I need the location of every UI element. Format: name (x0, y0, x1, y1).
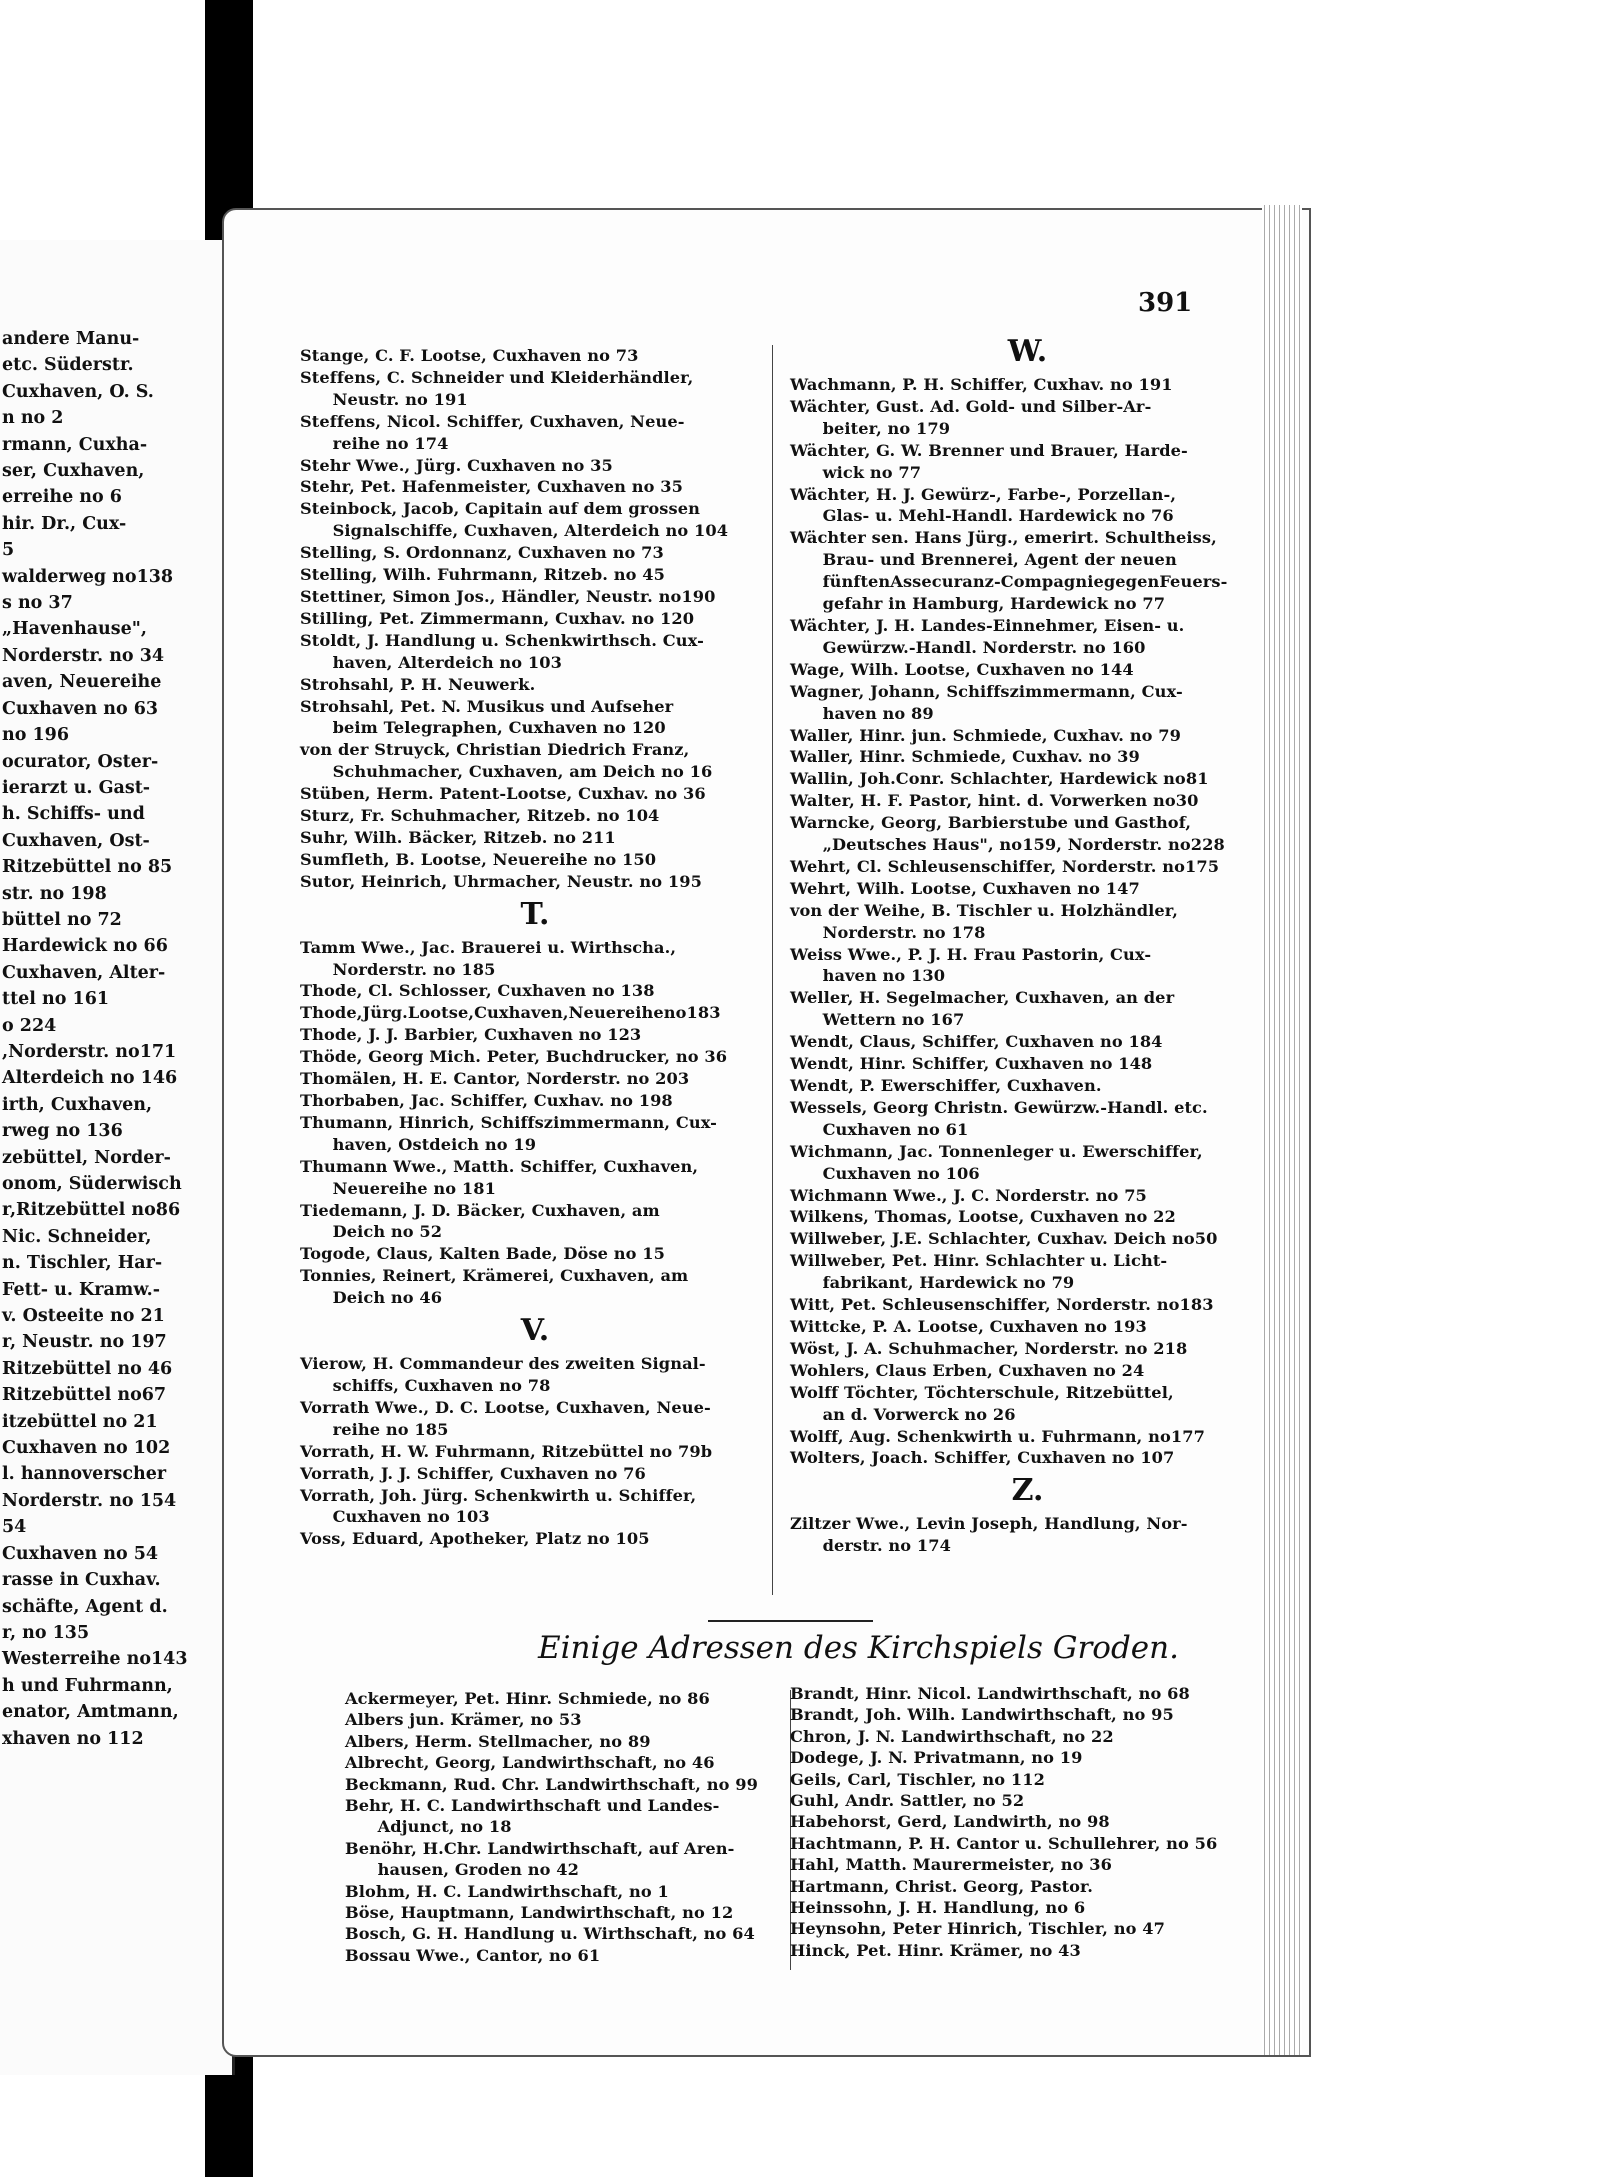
entry-line: Thode,Jürg.Lootse,Cuxhaven,Neuereiheno183 (300, 1003, 721, 1023)
entry-line: Stüben, Herm. Patent-Lootse, Cuxhav. no 36 (300, 784, 706, 804)
groden-entry-line: Geils, Carl, Tischler, no 112 (790, 1769, 1046, 1789)
entry-line: Vorrath, Joh. Jürg. Schenkwirth u. Schiffer, (300, 1485, 697, 1505)
groden-entry-line: Adjunct, no 18 (345, 1817, 512, 1837)
entry-line: Wächter, H. J. Gewürz-, Farbe-, Porzellan-, (790, 484, 1177, 504)
left-page-line: hir. Dr., Cux- (2, 513, 127, 534)
left-page-line: schäfte, Agent d. (2, 1596, 168, 1617)
groden-entry-line: Albers jun. Krämer, no 53 (345, 1710, 582, 1730)
left-page-line: aven, Neuereihe (2, 672, 162, 693)
left-page-line: Norderstr. no 34 (2, 645, 165, 666)
groden-entries-right (790, 1683, 1250, 1961)
left-page-line: Cuxhaven no 63 (2, 698, 159, 719)
entry-line: von der Weihe, B. Tischler u. Holzhändler, (790, 900, 1178, 920)
page-number: 391 (1138, 288, 1193, 318)
entry-line: Wichmann Wwe., J. C. Norderstr. no 75 (790, 1185, 1147, 1205)
column-right (790, 330, 1265, 1557)
left-page-line: andere Manu- (2, 329, 140, 349)
entry-line: Thomälen, H. E. Cantor, Norderstr. no 203 (300, 1069, 690, 1089)
left-page-line: h und Fuhrmann, (2, 1675, 173, 1696)
left-page-line: enator, Amtmann, (2, 1702, 179, 1723)
entry-line: Wilkens, Thomas, Lootse, Cuxhaven no 22 (790, 1207, 1176, 1227)
entry-line: Willweber, J.E. Schlachter, Cuxhav. Deich no50 (790, 1229, 1218, 1249)
entry-line: haven, Ostdeich no 19 (300, 1134, 537, 1154)
entry-line: Wendt, Hinr. Schiffer, Cuxhaven no 148 (790, 1054, 1153, 1074)
groden-entry-line: Heinssohn, J. H. Handlung, no 6 (790, 1898, 1086, 1918)
groden-entry-line: Behr, H. C. Landwirthschaft und Landes- (345, 1796, 720, 1816)
left-page-line: 54 (2, 1517, 27, 1538)
entry-line: Signalschiffe, Cuxhaven, Alterdeich no 104 (300, 521, 729, 541)
entry-line: Schuhmacher, Cuxhaven, am Deich no 16 (300, 762, 713, 782)
left-page-line: l. hannoverscher (2, 1464, 167, 1485)
groden-entry-line: Beckmann, Rud. Chr. Landwirthschaft, no 99 (345, 1774, 758, 1794)
entry-line: Steffens, Nicol. Schiffer, Cuxhaven, Neue- (300, 411, 685, 431)
entries-t (300, 937, 770, 1309)
entry-line: Stelling, Wilh. Fuhrmann, Ritzeb. no 45 (300, 565, 665, 585)
left-page-line: Ritzebüttel no67 (2, 1385, 167, 1406)
entry-line: Stange, C. F. Lootse, Cuxhaven no 73 (300, 346, 639, 365)
entry-line: schiffs, Cuxhaven no 78 (300, 1375, 551, 1395)
left-page-line: Cuxhaven, O. S. (2, 381, 154, 402)
entry-line: Thumann Wwe., Matth. Schiffer, Cuxhaven, (300, 1156, 699, 1176)
entry-line: Togode, Claus, Kalten Bade, Döse no 15 (300, 1244, 666, 1264)
entry-line: Wage, Wilh. Lootse, Cuxhaven no 144 (790, 659, 1134, 679)
entry-line: Thode, Cl. Schlosser, Cuxhaven no 138 (300, 981, 655, 1001)
left-page-line: Nic. Schneider, (2, 1226, 152, 1247)
left-page-line: Norderstr. no 154 (2, 1490, 177, 1511)
entry-line: Witt, Pet. Schleusenschiffer, Norderstr. no183 (790, 1295, 1214, 1315)
letter-heading-z: Z. (1011, 1473, 1044, 1509)
entry-line: haven no 130 (790, 966, 946, 986)
left-page-line: v. Osteeite no 21 (2, 1306, 165, 1327)
left-page-line: irth, Cuxhaven, (2, 1094, 153, 1115)
left-page-line: r,Ritzebüttel no86 (2, 1200, 181, 1221)
entry-line: Wächter, Gust. Ad. Gold- und Silber-Ar- (790, 396, 1152, 416)
entry-line: Wohlers, Claus Erben, Cuxhaven no 24 (790, 1360, 1145, 1380)
left-page-line: n no 2 (2, 408, 64, 429)
entry-line: Wendt, Claus, Schiffer, Cuxhaven no 184 (790, 1032, 1163, 1052)
entry-line: Wettern no 167 (790, 1010, 965, 1030)
left-page-line: str. no 198 (2, 883, 107, 904)
entry-line: Waller, Hinr. jun. Schmiede, Cuxhav. no 79 (790, 725, 1181, 745)
left-page-line: no 196 (2, 725, 70, 746)
entry-line: Sumfleth, B. Lootse, Neuereihe no 150 (300, 849, 657, 869)
left-page-line: Ritzebüttel no 46 (2, 1358, 173, 1379)
entry-line: Steinbock, Jacob, Capitain auf dem grossen (300, 499, 700, 519)
entry-line: Norderstr. no 178 (790, 922, 986, 942)
left-page-line: rmann, Cuxha- (2, 434, 148, 455)
left-page-line: onom, Süderwisch (2, 1174, 182, 1194)
left-page-line: Westerreihe no143 (2, 1649, 188, 1670)
groden-entry-line: Chron, J. N. Landwirthschaft, no 22 (790, 1726, 1114, 1746)
entry-line: Vierow, H. Commandeur des zweiten Signal- (300, 1354, 706, 1374)
entry-line: gefahr in Hamburg, Hardewick no 77 (790, 594, 1166, 614)
left-page (0, 240, 235, 2075)
entry-line: Deich no 46 (300, 1288, 443, 1308)
entry-line: fünftenAssecuranz-CompagniegegenFeuers- (790, 572, 1228, 592)
groden-column-left (345, 1688, 795, 1966)
groden-entry-line: Guhl, Andr. Sattler, no 52 (790, 1791, 1025, 1811)
groden-entry-line: Habehorst, Gerd, Landwirth, no 98 (790, 1812, 1110, 1832)
entry-line: Neustr. no 191 (300, 389, 468, 409)
left-page-line: r, no 135 (2, 1622, 90, 1643)
column-left (300, 345, 770, 1550)
entry-line: Wolff, Aug. Schenkwirth u. Fuhrmann, no177 (790, 1426, 1205, 1446)
groden-entry-line: Albrecht, Georg, Landwirthschaft, no 46 (345, 1753, 715, 1773)
groden-entry-line: Bossau Wwe., Cantor, no 61 (345, 1945, 601, 1965)
entry-line: Walter, H. F. Pastor, hint. d. Vorwerken no30 (790, 791, 1199, 811)
left-page-line: o 224 (2, 1015, 57, 1036)
entry-line: Thumann, Hinrich, Schiffszimmermann, Cux- (300, 1112, 717, 1132)
groden-entry-line: Böse, Hauptmann, Landwirthschaft, no 12 (345, 1903, 734, 1923)
groden-entry-line: Bosch, G. H. Handlung u. Wirthschaft, no 64 (345, 1924, 755, 1944)
left-page-line: Cuxhaven no 102 (2, 1438, 171, 1459)
entry-line: Thorbaben, Jac. Schiffer, Cuxhav. no 198 (300, 1091, 673, 1110)
entry-line: Weller, H. Segelmacher, Cuxhaven, an der (790, 988, 1175, 1008)
entry-line: Stilling, Pet. Zimmermann, Cuxhav. no 120 (300, 608, 695, 628)
left-page-line: „Havenhause", (2, 619, 147, 640)
left-page-line: Cuxhaven, Ost- (2, 830, 150, 851)
entry-line: Deich no 52 (300, 1222, 443, 1242)
groden-entry-line: Hartmann, Christ. Georg, Pastor. (790, 1876, 1093, 1896)
left-page-line: büttel no 72 (2, 909, 122, 930)
entry-line: beim Telegraphen, Cuxhaven no 120 (300, 718, 666, 738)
entry-line: Wehrt, Wilh. Lootse, Cuxhaven no 147 (790, 878, 1140, 898)
left-page-line: zebüttel, Norder- (2, 1147, 171, 1168)
entry-line: Vorrath, J. J. Schiffer, Cuxhaven no 76 (300, 1463, 646, 1483)
left-page-line: Hardewick no 66 (2, 936, 168, 957)
left-page-line: h. Schiffs- und (2, 804, 145, 825)
entry-line: fabrikant, Hardewick no 79 (790, 1273, 1075, 1293)
left-page-line: Cuxhaven, Alter- (2, 962, 166, 983)
letter-heading-t: T. (520, 896, 550, 932)
groden-entry-line: Hahl, Matth. Maurermeister, no 36 (790, 1855, 1113, 1875)
entry-line: beiter, no 179 (790, 418, 951, 438)
entry-line: von der Struyck, Christian Diedrich Franz, (300, 740, 690, 760)
left-page-text (0, 240, 232, 1752)
entry-line: Voss, Eduard, Apotheker, Platz no 105 (300, 1529, 650, 1549)
entry-line: haven, Alterdeich no 103 (300, 652, 563, 672)
entry-line: Suhr, Wilh. Bäcker, Ritzeb. no 211 (300, 827, 616, 847)
column-divider (772, 345, 773, 1595)
entry-line: Waller, Hinr. Schmiede, Cuxhav. no 39 (790, 747, 1140, 767)
entry-line: Sturz, Fr. Schuhmacher, Ritzeb. no 104 (300, 806, 660, 826)
entry-line: Gewürzw.-Handl. Norderstr. no 160 (790, 637, 1146, 657)
entries-z (790, 1513, 1265, 1557)
entry-line: Wagner, Johann, Schiffszimmermann, Cux- (790, 681, 1183, 701)
entry-line: Wächter, J. H. Landes-Einnehmer, Eisen- u. (790, 615, 1185, 635)
entry-line: Wolff Töchter, Töchterschule, Ritzebüttel, (790, 1382, 1174, 1402)
entry-line: an d. Vorwerck no 26 (790, 1404, 1016, 1424)
entry-line: derstr. no 174 (790, 1536, 952, 1556)
left-page-line: s no 37 (2, 593, 73, 614)
left-page-line: rweg no 136 (2, 1121, 123, 1142)
entry-line: Stoldt, J. Handlung u. Schenkwirthsch. Cux- (300, 630, 704, 650)
entries-w (790, 374, 1265, 1469)
entry-line: reihe no 185 (300, 1419, 449, 1439)
entry-line: Thöde, Georg Mich. Peter, Buchdrucker, no 36 (300, 1047, 728, 1067)
entry-line: Wendt, P. Ewerschiffer, Cuxhaven. (790, 1076, 1102, 1095)
entry-line: Wöst, J. A. Schuhmacher, Norderstr. no 218 (790, 1338, 1188, 1358)
left-page-line: Fett- u. Kramw.- (2, 1279, 160, 1300)
groden-entry-line: Hinck, Pet. Hinr. Krämer, no 43 (790, 1940, 1081, 1960)
groden-entry-line: Benöhr, H.Chr. Landwirthschaft, auf Aren- (345, 1838, 735, 1858)
entry-line: Ziltzer Wwe., Levin Joseph, Handlung, Nor- (790, 1514, 1188, 1534)
entry-line: Wolters, Joach. Schiffer, Cuxhaven no 107 (790, 1448, 1175, 1468)
left-page-line: Alterdeich no 146 (2, 1068, 178, 1089)
entry-line: Steffens, C. Schneider und Kleiderhändler, (300, 367, 694, 387)
letter-heading-v: V. (520, 1313, 550, 1349)
left-page-line: r, Neustr. no 197 (2, 1332, 167, 1353)
section-separator (708, 1620, 873, 1622)
entry-line: Vorrath Wwe., D. C. Lootse, Cuxhaven, Neue- (300, 1397, 711, 1417)
entry-line: Vorrath, H. W. Fuhrmann, Ritzebüttel no 79b (300, 1441, 713, 1461)
groden-entry-line: Dodege, J. N. Privatmann, no 19 (790, 1748, 1083, 1768)
entry-line: Strohsahl, Pet. N. Musikus und Aufseher (300, 696, 674, 716)
left-page-line: ttel no 161 (2, 989, 110, 1010)
entry-line: reihe no 174 (300, 433, 449, 453)
left-page-line: n. Tischler, Har- (2, 1253, 163, 1274)
entry-line: Sutor, Heinrich, Uhrmacher, Neustr. no 195 (300, 871, 702, 891)
left-page-line: Ritzebüttel no 85 (2, 857, 173, 878)
groden-entry-line: Brandt, Joh. Wilh. Landwirthschaft, no 95 (790, 1705, 1174, 1725)
entry-line: Neuereihe no 181 (300, 1178, 497, 1198)
left-page-line: itzebüttel no 21 (2, 1411, 158, 1432)
section-title: Einige Adressen des Kirchspiels Groden. (538, 1630, 1179, 1666)
entry-line: Wächter, G. W. Brenner und Brauer, Harde- (790, 440, 1188, 460)
left-page-line: walderweg no138 (2, 566, 174, 587)
entry-line: Willweber, Pet. Hinr. Schlachter u. Licht- (790, 1251, 1168, 1271)
entry-line: Brau- und Brennerei, Agent der neuen (790, 550, 1177, 570)
entry-line: Tamm Wwe., Jac. Brauerei u. Wirthscha., (300, 937, 677, 957)
entries-v (300, 1353, 770, 1550)
groden-entry-line: Heynsohn, Peter Hinrich, Tischler, no 47 (790, 1919, 1165, 1939)
entry-line: wick no 77 (790, 462, 922, 482)
entry-line: Norderstr. no 185 (300, 959, 496, 979)
entry-line: Wessels, Georg Christn. Gewürzw.-Handl. etc. (790, 1097, 1208, 1117)
left-page-line: erreihe no 6 (2, 487, 122, 508)
left-page-line: rasse in Cuxhav. (2, 1570, 161, 1591)
left-page-line: xhaven no 112 (2, 1728, 144, 1749)
groden-entries-left (345, 1688, 795, 1966)
entry-line: Wehrt, Cl. Schleusenschiffer, Norderstr. no175 (790, 856, 1220, 876)
entry-line: Cuxhaven no 106 (790, 1163, 980, 1183)
letter-heading-w: W. (1007, 334, 1048, 369)
left-page-line: Cuxhaven no 54 (2, 1543, 159, 1564)
entry-line: Stelling, S. Ordonnanz, Cuxhaven no 73 (300, 543, 664, 563)
entry-line: haven no 89 (790, 703, 934, 723)
left-page-line: 5 (2, 540, 15, 561)
groden-entry-line: Hachtmann, P. H. Cantor u. Schullehrer, no 56 (790, 1833, 1218, 1853)
entry-line: Wichmann, Jac. Tonnenleger u. Ewerschiffer, (790, 1141, 1203, 1161)
entry-line: Wittcke, P. A. Lootse, Cuxhaven no 193 (790, 1316, 1147, 1336)
entry-line: Wachmann, P. H. Schiffer, Cuxhav. no 191 (790, 375, 1173, 394)
entry-line: Weiss Wwe., P. J. H. Frau Pastorin, Cux- (790, 944, 1152, 964)
groden-entry-line: hausen, Groden no 42 (345, 1860, 579, 1880)
entry-line: Cuxhaven no 61 (790, 1119, 969, 1139)
left-page-line: ierarzt u. Gast- (2, 777, 151, 798)
groden-entry-line: Albers, Herm. Stellmacher, no 89 (345, 1731, 651, 1751)
groden-entry-line: Blohm, H. C. Landwirthschaft, no 1 (345, 1881, 669, 1901)
entry-line: Thode, J. J. Barbier, Cuxhaven no 123 (300, 1025, 642, 1045)
left-page-line: etc. Süderstr. (2, 355, 134, 376)
entry-line: Stettiner, Simon Jos., Händler, Neustr. no190 (300, 586, 716, 606)
entries-s (300, 345, 770, 893)
left-page-line: ,Norderstr. no171 (2, 1041, 177, 1062)
entry-line: Tonnies, Reinert, Krämerei, Cuxhaven, am (300, 1266, 689, 1286)
page-edges (1262, 205, 1302, 2055)
entry-line: Stehr, Pet. Hafenmeister, Cuxhaven no 35 (300, 477, 683, 497)
entry-line: Tiedemann, J. D. Bäcker, Cuxhaven, am (300, 1200, 660, 1220)
entry-line: Warncke, Georg, Barbierstube und Gasthof, (790, 813, 1192, 833)
entry-line: Strohsahl, P. H. Neuwerk. (300, 674, 536, 694)
entry-line: „Deutsches Haus", no159, Norderstr. no228 (790, 835, 1225, 855)
entry-line: Wallin, Joh.Conr. Schlachter, Hardewick no81 (790, 769, 1209, 789)
groden-column-right (790, 1683, 1250, 1961)
left-page-line: ocurator, Oster- (2, 751, 159, 772)
entry-line: Stehr Wwe., Jürg. Cuxhaven no 35 (300, 455, 613, 475)
groden-entry-line: Brandt, Hinr. Nicol. Landwirthschaft, no 68 (790, 1684, 1190, 1703)
entry-line: Glas- u. Mehl-Handl. Hardewick no 76 (790, 506, 1174, 526)
entry-line: Cuxhaven no 103 (300, 1507, 490, 1527)
entry-line: Wächter sen. Hans Jürg., emerirt. Schultheiss, (790, 528, 1217, 548)
left-page-line: ser, Cuxhaven, (2, 461, 145, 482)
groden-entry-line: Ackermeyer, Pet. Hinr. Schmiede, no 86 (345, 1689, 710, 1708)
